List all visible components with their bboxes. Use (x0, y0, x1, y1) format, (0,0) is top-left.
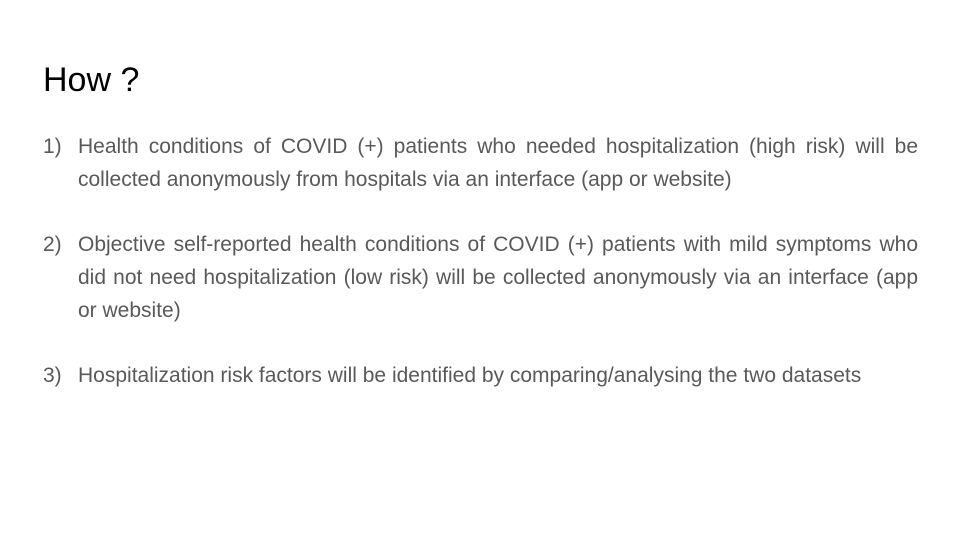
list-item (43, 130, 918, 196)
list-item-number: 3) (43, 364, 62, 387)
numbered-list (43, 130, 918, 424)
list-item (43, 359, 918, 392)
list-item-number: 1) (43, 135, 62, 158)
list-item-text: Health conditions of COVID (+) patients who needed hospitalization (high risk) will be collected anonymously from hospitals via an interface (app or website) (78, 135, 918, 191)
slide-title: How ? (43, 61, 140, 99)
list-item-text: Objective self-reported health conditions of COVID (+) patients with mild symptoms who did not need hospitalization (low risk) will be collected anonymously via an interface (app or website) (78, 233, 918, 322)
list-item-number: 2) (43, 233, 62, 256)
list-item (43, 228, 918, 327)
list-item-text: Hospitalization risk factors will be identified by comparing/analysing the two datasets (78, 364, 862, 387)
